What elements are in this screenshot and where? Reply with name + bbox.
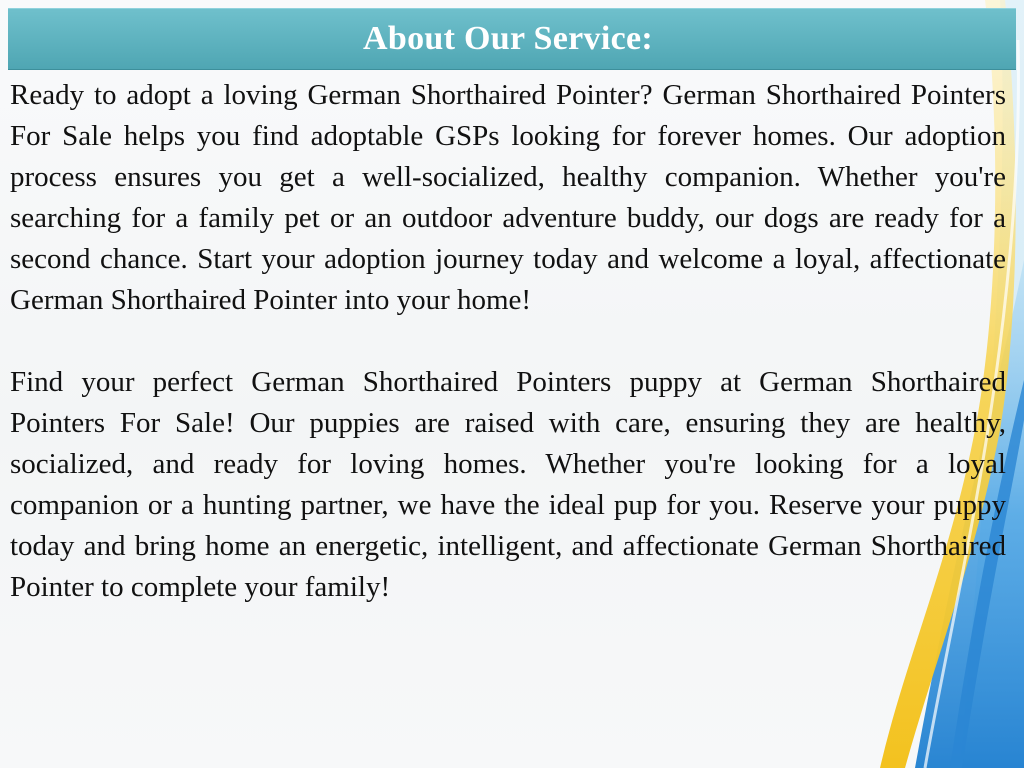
paragraph-adoption: Ready to adopt a loving German Shorthaired Pointer? German Shorthaired Pointers For Sale helps you find adoptable GSPs looking for forever homes. Our adoption process ensures you get a well-socialized, healthy companion. Whether you're searching for a family pet or an outdoor adventure buddy, our dogs are ready for a second chance. Start your adoption journey today and welcome a loyal, affectionate German Shorthaired Pointer into your home!: [10, 79, 1006, 316]
body-text: [10, 75, 1006, 608]
slide-title: About Our Service:: [363, 20, 653, 57]
title-bar: [8, 8, 1016, 70]
paragraph-puppies: Find your perfect German Shorthaired Pointers puppy at German Shorthaired Pointers For Sale! Our puppies are raised with care, ensuring they are healthy, socialized, and ready for loving homes. Whether you're looking for a loyal companion or a hunting partner, we have the ideal pup for you. Reserve your puppy today and bring home an energetic, intelligent, and affectionate German Shorthaired Pointer to complete your family!: [10, 366, 1006, 603]
